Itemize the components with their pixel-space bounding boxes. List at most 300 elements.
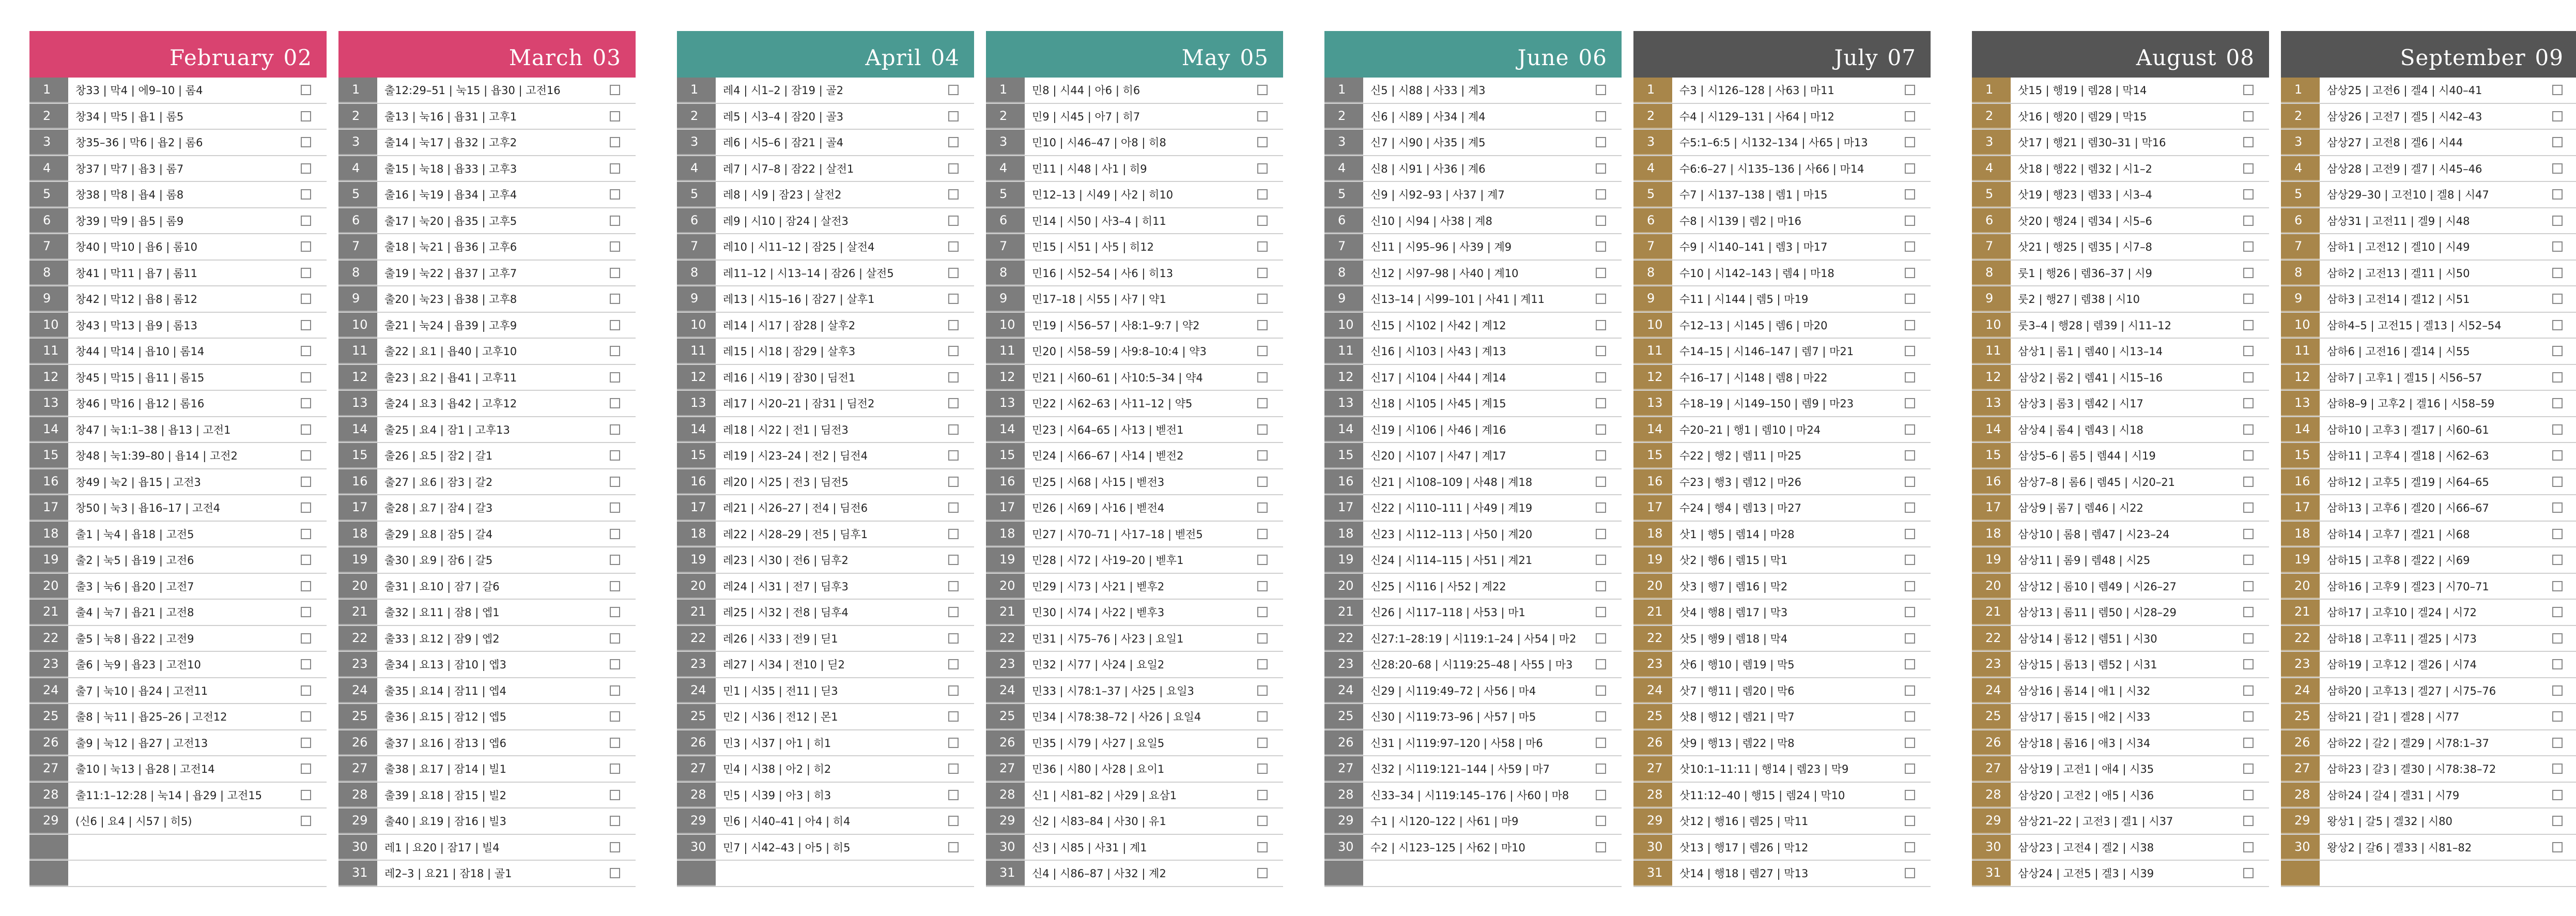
reading-row <box>1633 730 1931 757</box>
reading-checkbox[interactable] <box>2552 555 2563 565</box>
reading-checkbox[interactable] <box>301 685 311 696</box>
reading-checkbox[interactable] <box>1596 372 1606 383</box>
reading-checkbox[interactable] <box>1596 555 1606 565</box>
reading-checkbox[interactable] <box>1257 477 1268 487</box>
reading-text: 삼상23 | 고전4 | 겔2 | 시38 <box>2018 841 2154 854</box>
reading-checkbox[interactable] <box>610 685 620 696</box>
reading-checkbox[interactable] <box>610 268 620 278</box>
reading-checkbox[interactable] <box>2243 555 2254 565</box>
reading-checkbox[interactable] <box>1596 790 1606 800</box>
reading-checkbox[interactable] <box>1905 320 1915 330</box>
reading-checkbox[interactable] <box>1905 607 1915 617</box>
reading-checkbox[interactable] <box>948 764 959 774</box>
reading-checkbox[interactable] <box>1596 607 1606 617</box>
reading-checkbox[interactable] <box>1905 529 1915 539</box>
reading-checkbox[interactable] <box>1257 738 1268 748</box>
reading-checkbox[interactable] <box>2243 294 2254 304</box>
day-number: 6 <box>338 208 377 234</box>
reading-checkbox[interactable] <box>1905 294 1915 304</box>
reading-checkbox[interactable] <box>2552 241 2563 252</box>
reading-checkbox[interactable] <box>2552 137 2563 147</box>
reading-checkbox[interactable] <box>1257 685 1268 696</box>
reading-checkbox[interactable] <box>1596 346 1606 356</box>
reading-checkbox[interactable] <box>1257 868 1268 878</box>
reading-checkbox[interactable] <box>1905 424 1915 435</box>
reading-checkbox[interactable] <box>1257 346 1268 356</box>
reading-checkbox[interactable] <box>1596 163 1606 174</box>
reading-checkbox[interactable] <box>610 738 620 748</box>
reading-checkbox[interactable] <box>301 320 311 330</box>
reading-text: 삼상18 | 롬16 | 애3 | 시34 <box>2018 737 2151 750</box>
reading-checkbox[interactable] <box>1905 163 1915 174</box>
reading-list <box>2281 78 2576 887</box>
reading-checkbox[interactable] <box>1596 424 1606 435</box>
reading-checkbox[interactable] <box>610 111 620 121</box>
reading-row <box>338 234 636 261</box>
reading-checkbox[interactable] <box>2552 163 2563 174</box>
reading-checkbox[interactable] <box>1596 842 1606 852</box>
reading-checkbox[interactable] <box>2552 398 2563 408</box>
day-number: 12 <box>1972 365 2011 390</box>
reading-checkbox[interactable] <box>301 85 311 95</box>
reading-checkbox[interactable] <box>2243 137 2254 147</box>
reading-checkbox[interactable] <box>2243 607 2254 617</box>
reading-checkbox[interactable] <box>1905 868 1915 878</box>
reading-checkbox[interactable] <box>1596 450 1606 461</box>
reading-checkbox[interactable] <box>1905 241 1915 252</box>
reading-checkbox[interactable] <box>2552 738 2563 748</box>
reading-checkbox[interactable] <box>1905 842 1915 852</box>
day-number: 4 <box>1633 156 1672 181</box>
month-name: May <box>1181 45 1231 70</box>
reading-checkbox[interactable] <box>1257 163 1268 174</box>
reading-checkbox[interactable] <box>1257 320 1268 330</box>
reading-checkbox[interactable] <box>1596 529 1606 539</box>
reading-checkbox[interactable] <box>2552 372 2563 383</box>
reading-checkbox[interactable] <box>610 555 620 565</box>
reading-checkbox[interactable] <box>301 241 311 252</box>
reading-checkbox[interactable] <box>2243 685 2254 696</box>
reading-checkbox[interactable] <box>1905 137 1915 147</box>
reading-checkbox[interactable] <box>948 842 959 852</box>
reading-checkbox[interactable] <box>948 502 959 513</box>
reading-row <box>1633 652 1931 678</box>
reading-checkbox[interactable] <box>2243 372 2254 383</box>
reading-checkbox[interactable] <box>1905 189 1915 200</box>
reading-checkbox[interactable] <box>610 868 620 878</box>
reading-checkbox[interactable] <box>610 424 620 435</box>
reading-checkbox[interactable] <box>301 450 311 461</box>
reading-checkbox[interactable] <box>301 163 311 174</box>
reading-checkbox[interactable] <box>301 816 311 826</box>
reading-row <box>2281 861 2576 887</box>
reading-checkbox[interactable] <box>610 790 620 800</box>
reading-text: 출23 | 요2 | 욥41 | 고후11 <box>384 371 517 384</box>
reading-checkbox[interactable] <box>2552 189 2563 200</box>
reading-checkbox[interactable] <box>2243 450 2254 461</box>
reading-row <box>29 417 327 444</box>
reading-row <box>986 78 1283 104</box>
reading-checkbox[interactable] <box>610 711 620 722</box>
day-number: 4 <box>1324 156 1363 181</box>
reading-checkbox[interactable] <box>2552 816 2563 826</box>
reading-checkbox[interactable] <box>1596 111 1606 121</box>
reading-checkbox[interactable] <box>2552 711 2563 722</box>
reading-checkbox[interactable] <box>948 816 959 826</box>
reading-checkbox[interactable] <box>610 163 620 174</box>
reading-checkbox[interactable] <box>1596 294 1606 304</box>
reading-checkbox[interactable] <box>1257 764 1268 774</box>
reading-checkbox[interactable] <box>2243 477 2254 487</box>
reading-checkbox[interactable] <box>948 268 959 278</box>
reading-checkbox[interactable] <box>2243 111 2254 121</box>
reading-checkbox[interactable] <box>1257 216 1268 226</box>
reading-checkbox[interactable] <box>2552 581 2563 591</box>
reading-checkbox[interactable] <box>301 111 311 121</box>
reading-text: 삿21 | 행25 | 렘35 | 시7–8 <box>2018 241 2152 254</box>
day-number: 10 <box>2281 313 2320 338</box>
reading-row <box>1324 261 1622 287</box>
reading-checkbox[interactable] <box>301 268 311 278</box>
reading-checkbox[interactable] <box>1257 581 1268 591</box>
reading-row <box>338 495 636 522</box>
reading-checkbox[interactable] <box>2243 868 2254 878</box>
reading-checkbox[interactable] <box>1905 711 1915 722</box>
reading-checkbox[interactable] <box>301 137 311 147</box>
reading-checkbox[interactable] <box>948 424 959 435</box>
day-number: 8 <box>1972 261 2011 286</box>
reading-checkbox[interactable] <box>1257 790 1268 800</box>
reading-checkbox[interactable] <box>948 450 959 461</box>
reading-checkbox[interactable] <box>948 85 959 95</box>
reading-checkbox[interactable] <box>1905 790 1915 800</box>
reading-checkbox[interactable] <box>610 764 620 774</box>
reading-checkbox[interactable] <box>301 659 311 669</box>
reading-text: 출17 | 눅20 | 욥35 | 고후5 <box>384 215 517 227</box>
reading-checkbox[interactable] <box>301 607 311 617</box>
reading-text: 민34 | 시78:38–72 | 사26 | 요일4 <box>1032 711 1201 724</box>
reading-checkbox[interactable] <box>2243 241 2254 252</box>
reading-checkbox[interactable] <box>301 294 311 304</box>
reading-checkbox[interactable] <box>610 398 620 408</box>
reading-checkbox[interactable] <box>610 607 620 617</box>
reading-checkbox[interactable] <box>1905 764 1915 774</box>
reading-checkbox[interactable] <box>948 163 959 174</box>
reading-checkbox[interactable] <box>1257 268 1268 278</box>
reading-checkbox[interactable] <box>2243 581 2254 591</box>
reading-text: 삿9 | 행13 | 렘22 | 막8 <box>1679 737 1795 750</box>
reading-checkbox[interactable] <box>1257 137 1268 147</box>
day-number: 29 <box>29 808 68 834</box>
reading-checkbox[interactable] <box>1596 85 1606 95</box>
reading-row <box>986 443 1283 469</box>
reading-checkbox[interactable] <box>610 294 620 304</box>
reading-checkbox[interactable] <box>948 241 959 252</box>
reading-checkbox[interactable] <box>1905 738 1915 748</box>
day-number: 7 <box>986 234 1025 259</box>
reading-checkbox[interactable] <box>948 711 959 722</box>
reading-checkbox[interactable] <box>301 189 311 200</box>
reading-checkbox[interactable] <box>948 216 959 226</box>
reading-checkbox[interactable] <box>948 372 959 383</box>
reading-checkbox[interactable] <box>1257 555 1268 565</box>
reading-checkbox[interactable] <box>1257 711 1268 722</box>
reading-checkbox[interactable] <box>2552 85 2563 95</box>
reading-checkbox[interactable] <box>1905 268 1915 278</box>
day-number: 16 <box>677 469 716 495</box>
reading-checkbox[interactable] <box>948 685 959 696</box>
reading-checkbox[interactable] <box>2552 216 2563 226</box>
reading-checkbox[interactable] <box>610 816 620 826</box>
reading-checkbox[interactable] <box>610 346 620 356</box>
reading-checkbox[interactable] <box>301 372 311 383</box>
reading-checkbox[interactable] <box>948 346 959 356</box>
reading-checkbox[interactable] <box>948 607 959 617</box>
reading-checkbox[interactable] <box>2552 424 2563 435</box>
reading-checkbox[interactable] <box>1257 816 1268 826</box>
reading-checkbox[interactable] <box>610 842 620 852</box>
reading-checkbox[interactable] <box>1905 685 1915 696</box>
reading-checkbox[interactable] <box>1596 216 1606 226</box>
reading-checkbox[interactable] <box>610 137 620 147</box>
reading-checkbox[interactable] <box>301 764 311 774</box>
reading-checkbox[interactable] <box>301 790 311 800</box>
reading-checkbox[interactable] <box>948 477 959 487</box>
reading-checkbox[interactable] <box>1596 268 1606 278</box>
reading-text: 민6 | 시40–41 | 아4 | 히4 <box>723 815 851 828</box>
reading-text: 수1 | 시120–122 | 사61 | 마9 <box>1370 815 1519 828</box>
day-number: 13 <box>1633 391 1672 416</box>
reading-checkbox[interactable] <box>301 581 311 591</box>
reading-checkbox[interactable] <box>2243 711 2254 722</box>
reading-checkbox[interactable] <box>1905 477 1915 487</box>
reading-checkbox[interactable] <box>610 659 620 669</box>
reading-checkbox[interactable] <box>1596 241 1606 252</box>
reading-checkbox[interactable] <box>301 398 311 408</box>
reading-checkbox[interactable] <box>2552 764 2563 774</box>
reading-checkbox[interactable] <box>1905 216 1915 226</box>
reading-checkbox[interactable] <box>301 529 311 539</box>
reading-checkbox[interactable] <box>1905 502 1915 513</box>
reading-checkbox[interactable] <box>2243 163 2254 174</box>
reading-checkbox[interactable] <box>2243 764 2254 774</box>
reading-checkbox[interactable] <box>1257 607 1268 617</box>
day-number: 27 <box>677 756 716 782</box>
reading-checkbox[interactable] <box>1905 581 1915 591</box>
day-number: 13 <box>986 391 1025 416</box>
reading-checkbox[interactable] <box>2243 738 2254 748</box>
reading-checkbox[interactable] <box>301 424 311 435</box>
reading-checkbox[interactable] <box>301 502 311 513</box>
reading-checkbox[interactable] <box>2552 294 2563 304</box>
reading-checkbox[interactable] <box>1905 659 1915 669</box>
reading-checkbox[interactable] <box>1905 111 1915 121</box>
reading-checkbox[interactable] <box>2243 502 2254 513</box>
reading-checkbox[interactable] <box>610 241 620 252</box>
reading-checkbox[interactable] <box>1596 816 1606 826</box>
reading-checkbox[interactable] <box>948 294 959 304</box>
reading-checkbox[interactable] <box>948 633 959 644</box>
reading-checkbox[interactable] <box>2552 502 2563 513</box>
reading-checkbox[interactable] <box>2552 607 2563 617</box>
reading-checkbox[interactable] <box>1257 633 1268 644</box>
reading-checkbox[interactable] <box>948 581 959 591</box>
reading-checkbox[interactable] <box>1257 659 1268 669</box>
reading-checkbox[interactable] <box>2243 816 2254 826</box>
reading-checkbox[interactable] <box>2243 268 2254 278</box>
reading-checkbox[interactable] <box>1596 659 1606 669</box>
reading-row <box>986 365 1283 391</box>
reading-checkbox[interactable] <box>2243 529 2254 539</box>
reading-checkbox[interactable] <box>610 189 620 200</box>
reading-text: 삿19 | 행23 | 렘33 | 시3–4 <box>2018 189 2152 202</box>
reading-checkbox[interactable] <box>1905 85 1915 95</box>
reading-checkbox[interactable] <box>610 372 620 383</box>
reading-checkbox[interactable] <box>1257 85 1268 95</box>
reading-checkbox[interactable] <box>301 555 311 565</box>
reading-checkbox[interactable] <box>1596 581 1606 591</box>
reading-checkbox[interactable] <box>1257 842 1268 852</box>
reading-checkbox[interactable] <box>1905 398 1915 408</box>
reading-checkbox[interactable] <box>610 633 620 644</box>
reading-checkbox[interactable] <box>2243 189 2254 200</box>
reading-checkbox[interactable] <box>1257 529 1268 539</box>
reading-text: 삼하6 | 고전16 | 겔14 | 시55 <box>2327 345 2470 358</box>
reading-checkbox[interactable] <box>2552 529 2563 539</box>
reading-row <box>29 104 327 130</box>
reading-checkbox[interactable] <box>948 790 959 800</box>
reading-row <box>986 808 1283 835</box>
reading-checkbox[interactable] <box>2552 659 2563 669</box>
day-number: 1 <box>29 78 68 103</box>
reading-checkbox[interactable] <box>1905 450 1915 461</box>
reading-checkbox[interactable] <box>2552 685 2563 696</box>
reading-checkbox[interactable] <box>610 529 620 539</box>
reading-checkbox[interactable] <box>2552 320 2563 330</box>
reading-checkbox[interactable] <box>1905 633 1915 644</box>
reading-checkbox[interactable] <box>1596 477 1606 487</box>
reading-checkbox[interactable] <box>1257 450 1268 461</box>
reading-checkbox[interactable] <box>2243 346 2254 356</box>
reading-checkbox[interactable] <box>948 137 959 147</box>
reading-checkbox[interactable] <box>1596 711 1606 722</box>
reading-checkbox[interactable] <box>610 477 620 487</box>
reading-checkbox[interactable] <box>301 216 311 226</box>
reading-checkbox[interactable] <box>610 581 620 591</box>
reading-checkbox[interactable] <box>948 738 959 748</box>
reading-checkbox[interactable] <box>1596 502 1606 513</box>
reading-checkbox[interactable] <box>948 529 959 539</box>
day-number: 26 <box>29 730 68 756</box>
reading-checkbox[interactable] <box>301 346 311 356</box>
reading-checkbox[interactable] <box>1596 685 1606 696</box>
reading-checkbox[interactable] <box>1905 555 1915 565</box>
reading-checkbox[interactable] <box>948 111 959 121</box>
reading-checkbox[interactable] <box>2552 633 2563 644</box>
reading-row <box>2281 234 2576 261</box>
reading-checkbox[interactable] <box>1257 241 1268 252</box>
reading-checkbox[interactable] <box>948 555 959 565</box>
reading-checkbox[interactable] <box>1905 346 1915 356</box>
reading-checkbox[interactable] <box>2243 320 2254 330</box>
reading-row <box>986 861 1283 887</box>
reading-text: 수14–15 | 시146–147 | 렘7 | 마21 <box>1679 345 1854 358</box>
day-number: 15 <box>986 443 1025 468</box>
reading-checkbox[interactable] <box>1905 372 1915 383</box>
reading-checkbox[interactable] <box>2243 790 2254 800</box>
reading-checkbox[interactable] <box>2243 85 2254 95</box>
reading-checkbox[interactable] <box>301 633 311 644</box>
reading-checkbox[interactable] <box>1257 372 1268 383</box>
reading-checkbox[interactable] <box>2243 398 2254 408</box>
reading-checkbox[interactable] <box>610 502 620 513</box>
reading-checkbox[interactable] <box>2552 111 2563 121</box>
reading-checkbox[interactable] <box>2552 790 2563 800</box>
reading-checkbox[interactable] <box>610 85 620 95</box>
reading-checkbox[interactable] <box>2552 450 2563 461</box>
reading-checkbox[interactable] <box>2552 477 2563 487</box>
reading-text: 신5 | 시88 | 사33 | 계3 <box>1370 84 1486 97</box>
reading-checkbox[interactable] <box>948 189 959 200</box>
reading-checkbox[interactable] <box>2243 633 2254 644</box>
reading-checkbox[interactable] <box>2552 268 2563 278</box>
reading-row <box>338 104 636 130</box>
reading-checkbox[interactable] <box>1596 738 1606 748</box>
reading-checkbox[interactable] <box>1257 294 1268 304</box>
reading-checkbox[interactable] <box>610 450 620 461</box>
reading-checkbox[interactable] <box>1596 764 1606 774</box>
reading-row <box>338 808 636 835</box>
reading-checkbox[interactable] <box>948 659 959 669</box>
reading-checkbox[interactable] <box>2552 842 2563 852</box>
reading-checkbox[interactable] <box>610 216 620 226</box>
reading-checkbox[interactable] <box>301 711 311 722</box>
reading-text: 창35–36 | 막6 | 욥2 | 롬6 <box>75 136 203 149</box>
reading-checkbox[interactable] <box>301 738 311 748</box>
reading-checkbox[interactable] <box>1596 398 1606 408</box>
reading-list <box>986 78 1283 887</box>
day-number: 25 <box>1972 704 2011 729</box>
reading-checkbox[interactable] <box>2243 659 2254 669</box>
reading-checkbox[interactable] <box>1257 189 1268 200</box>
reading-checkbox[interactable] <box>1596 320 1606 330</box>
day-number: 1 <box>1972 78 2011 103</box>
reading-checkbox[interactable] <box>948 320 959 330</box>
reading-row <box>338 156 636 182</box>
reading-text: 신4 | 시86–87 | 사32 | 계2 <box>1032 867 1166 880</box>
reading-row <box>29 156 327 182</box>
reading-checkbox[interactable] <box>301 477 311 487</box>
reading-checkbox[interactable] <box>2552 346 2563 356</box>
reading-checkbox[interactable] <box>2243 842 2254 852</box>
reading-checkbox[interactable] <box>1596 189 1606 200</box>
day-number: 11 <box>677 339 716 364</box>
reading-checkbox[interactable] <box>1596 633 1606 644</box>
reading-row <box>677 469 974 496</box>
reading-checkbox[interactable] <box>948 398 959 408</box>
reading-checkbox[interactable] <box>1905 816 1915 826</box>
reading-checkbox[interactable] <box>2243 216 2254 226</box>
reading-checkbox[interactable] <box>1257 424 1268 435</box>
reading-checkbox[interactable] <box>2243 424 2254 435</box>
reading-checkbox[interactable] <box>1257 398 1268 408</box>
reading-checkbox[interactable] <box>1257 111 1268 121</box>
day-number: 17 <box>2281 495 2320 521</box>
reading-checkbox[interactable] <box>1257 502 1268 513</box>
reading-text: 레26 | 시33 | 전9 | 딛1 <box>723 632 838 645</box>
reading-checkbox[interactable] <box>1596 137 1606 147</box>
reading-checkbox[interactable] <box>610 320 620 330</box>
